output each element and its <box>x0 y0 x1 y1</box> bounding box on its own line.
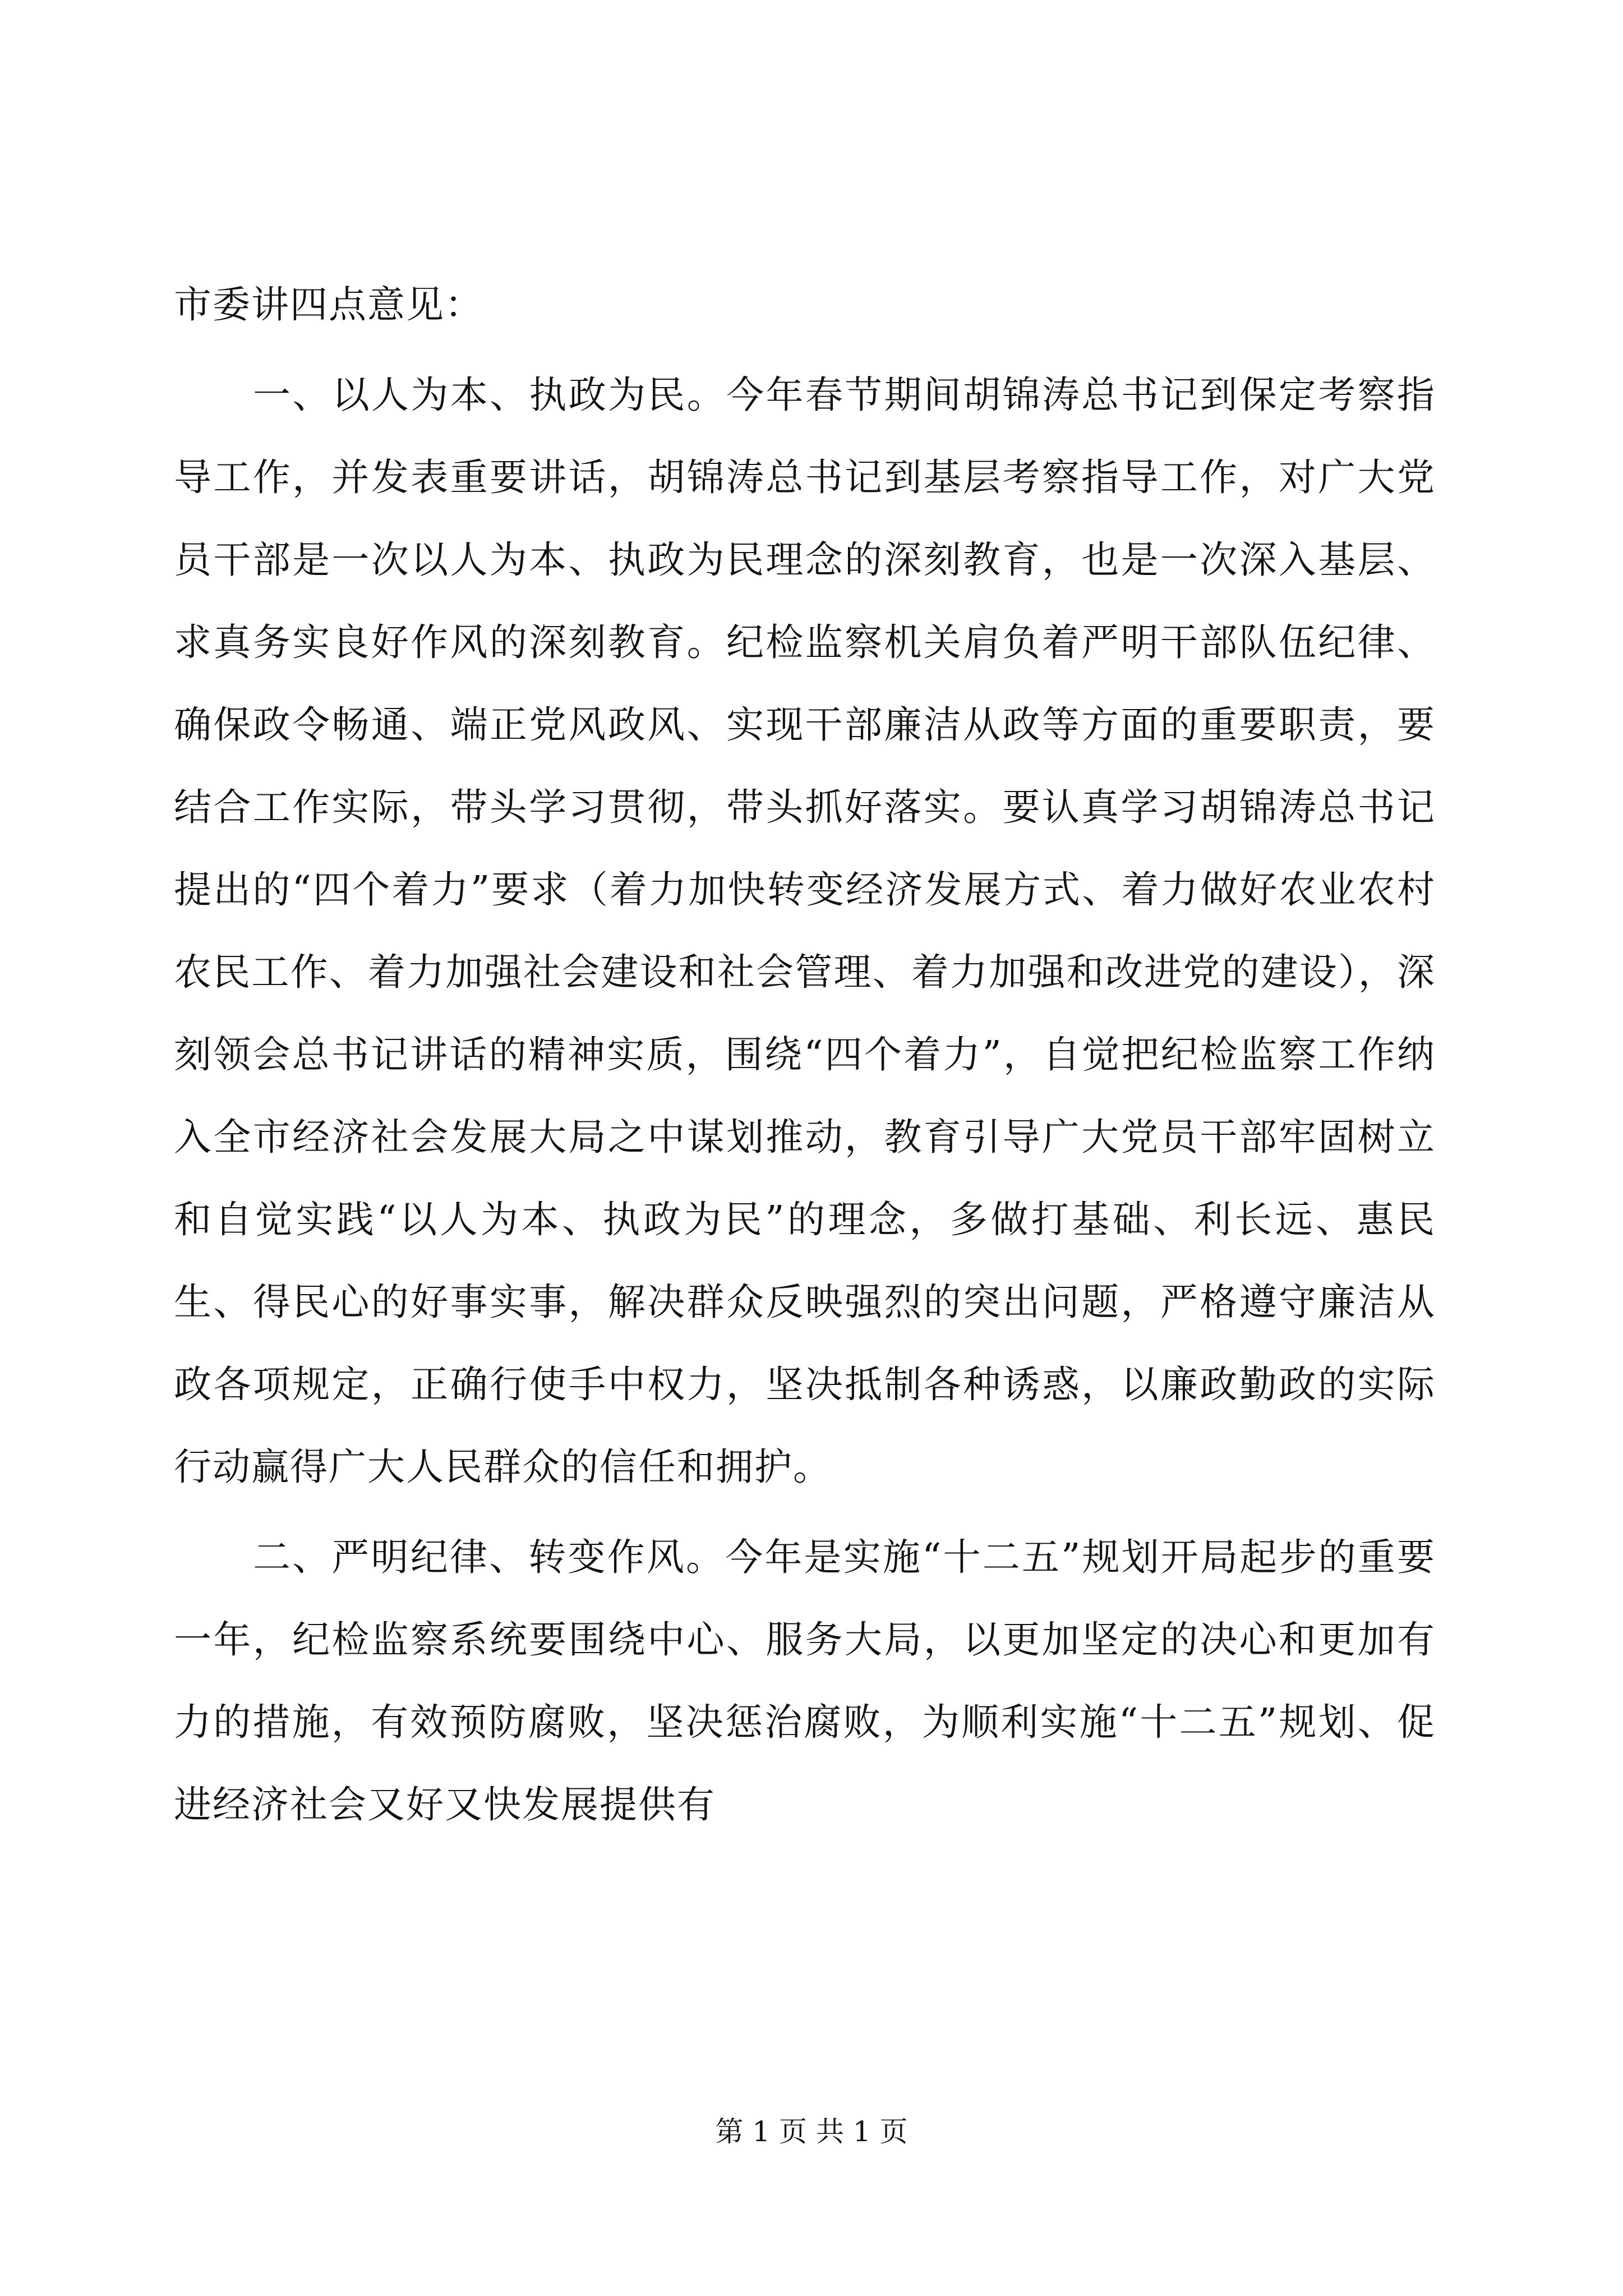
intro-paragraph: 市委讲四点意见： <box>174 283 483 326</box>
document-body <box>174 264 1436 1846</box>
section-one-paragraph: 一、以人为本、执政为民。今年春节期间胡锦涛总书记到保定考察指导工作，并发表重要讲话，胡锦涛总书记到基层考察指导工作，对广大党员干部是一次以人为本、执政为民理念的深刻教育，也是一次深入基层、求真务实良好作风的深刻教育。纪检监察机关肩负着严明干部队伍纪律、确保政令畅通、端正党风政风、实现干部廉洁从政等方面的重要职责，要结合工作实际，带头学习贯彻，带头抓好落实。要认真学习胡锦涛总书记提出的“四个着力”要求（着力加快转变经济发展方式、着力做好农业农村农民工作、着力加强社会建设和社会管理、着力加强和改进党的建设），深刻领会总书记讲话的精神实质，围绕“四个着力”，自觉把纪检监察工作纳入全市经济社会发展大局之中谋划推动，教育引导广大党员干部牢固树立和自觉实践“以人为本、执政为民”的理念，多做打基础、利长远、惠民生、得民心的好事实事，解决群众反映强烈的突出问题，严格遵守廉洁从政各项规定，正确行使手中权力，坚决抵制各种诱惑，以廉政勤政的实际行动赢得广大人民群众的信任和拥护。 <box>174 373 1436 1489</box>
section-two-paragraph: 二、严明纪律、转变作风。今年是实施“十二五”规划开局起步的重要一年，纪检监察系统要围绕中心、服务大局，以更加坚定的决心和更加有力的措施，有效预防腐败，坚决惩治腐败，为顺利实施“十二五”规划、促进经济社会又好又快发展提供有 <box>174 1535 1436 1826</box>
page-footer: 第 1 页 共 1 页 <box>715 2115 908 2148</box>
